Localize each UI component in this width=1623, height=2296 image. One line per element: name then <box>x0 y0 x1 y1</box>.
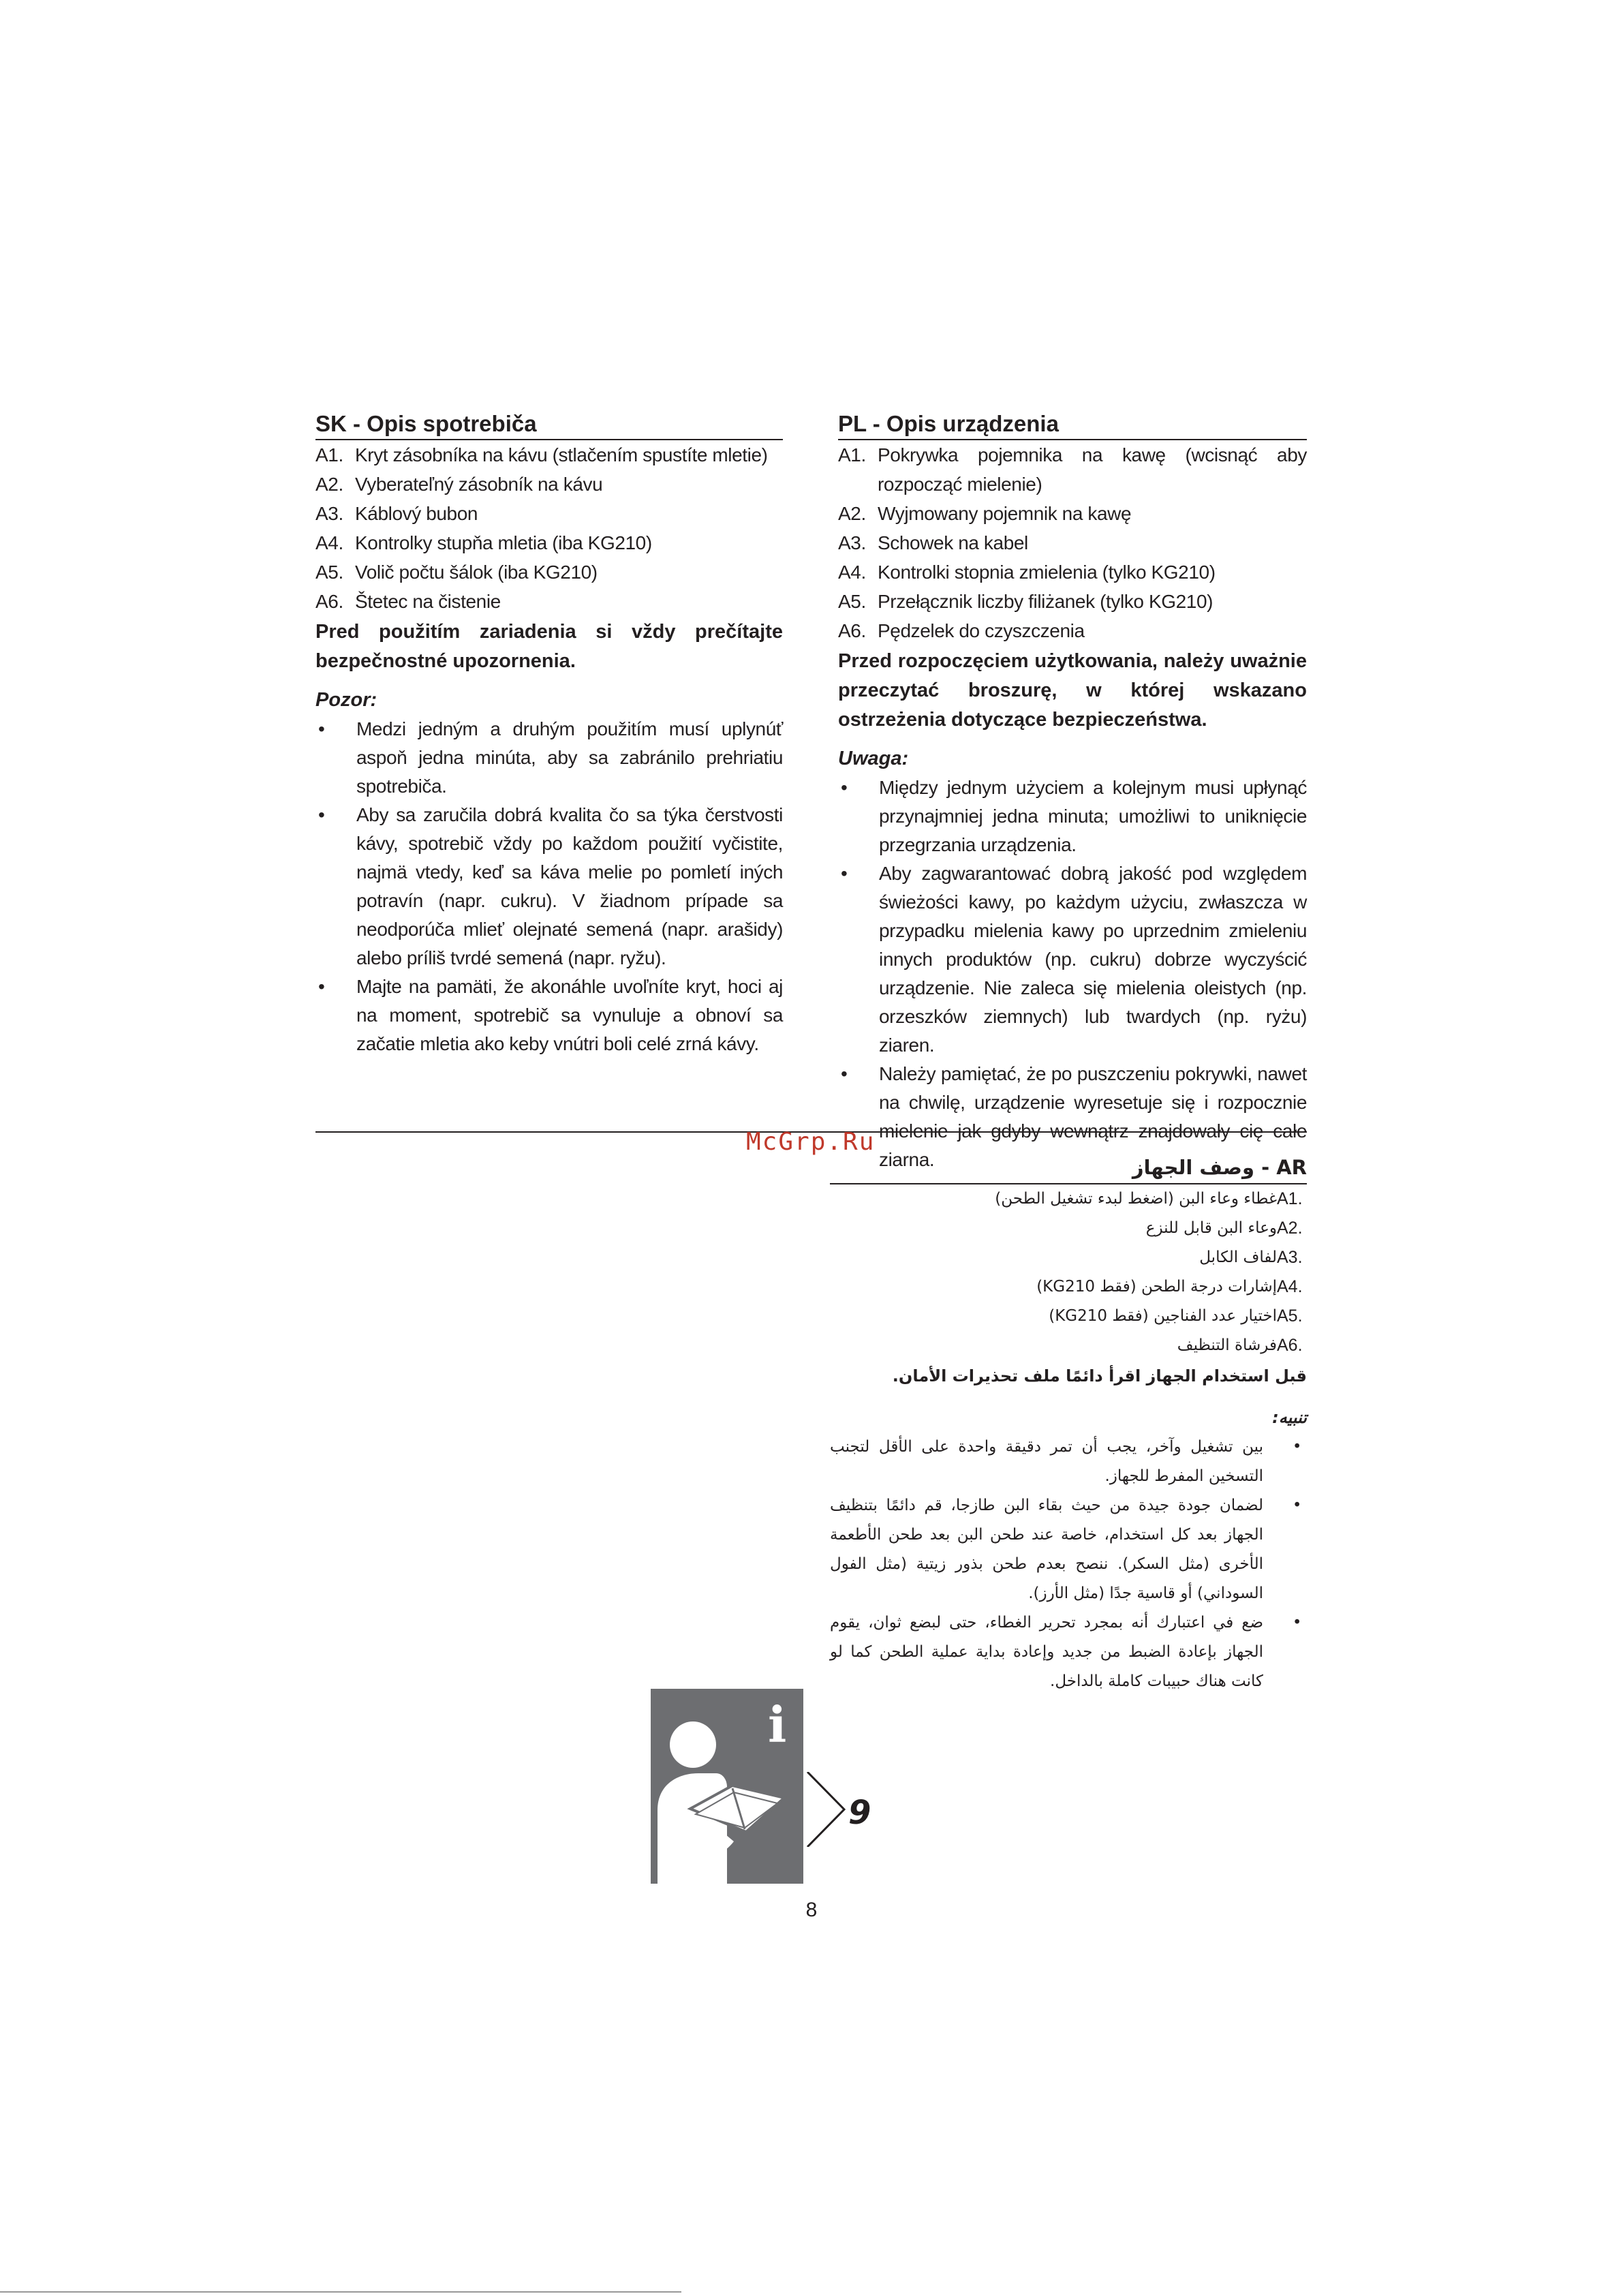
list-item <box>315 528 783 557</box>
item-number: A3. <box>838 532 866 553</box>
sk-safety-warning: Pred použitím zariadenia si vždy prečítajte bezpečnostné upozornenia. <box>315 621 783 672</box>
list-item <box>315 557 783 587</box>
list-item <box>830 1331 1307 1360</box>
list-item <box>830 1214 1307 1243</box>
list-item <box>830 1272 1307 1302</box>
item-text: Káblový bubon <box>355 503 478 524</box>
bullet-icon: • <box>318 976 325 997</box>
list-item <box>838 587 1307 616</box>
list-item <box>838 774 1307 859</box>
sk-notes-list <box>315 715 783 1058</box>
list-item <box>830 1243 1307 1272</box>
item-number: A5. <box>315 562 343 583</box>
list-item <box>830 1184 1307 1214</box>
bullet-icon: • <box>318 718 325 739</box>
bullet-icon: • <box>841 1063 848 1084</box>
info-letter: i <box>768 1696 787 1754</box>
reading-person-icon <box>651 1689 803 1884</box>
item-text: Štetec na čistenie <box>355 591 501 612</box>
ar-heading: AR - وصف الجهاز <box>830 1152 1307 1184</box>
note-text: Majte na pamäti, že akonáhle uvoľníte kryt, hoci aj na moment, spotrebič sa vynuluje a obnoví sa začatie mletia ako keby vnútri boli celé zrná kávy. <box>356 976 783 1054</box>
list-item <box>315 973 783 1058</box>
item-text: فرشاة التنظيف <box>1177 1336 1277 1354</box>
bullet-icon: • <box>318 804 325 825</box>
bullet-icon: • <box>1292 1438 1301 1456</box>
bottom-rule <box>0 2291 681 2293</box>
sk-note-title: Pozor: <box>315 689 377 711</box>
item-text: Kontrolky stupňa mletia (iba KG210) <box>355 532 652 553</box>
item-text: Volič počtu šálok (iba KG210) <box>355 562 598 583</box>
item-number: A2. <box>315 474 343 495</box>
ar-parts-list <box>830 1184 1307 1360</box>
list-item <box>315 499 783 528</box>
list-item <box>838 859 1307 1060</box>
list-item <box>838 557 1307 587</box>
item-text: غطاء وعاء البن (اضغط لبدء تشغيل الطحن) <box>995 1190 1277 1208</box>
note-text: Należy pamiętać, że po puszczeniu pokrywki, nawet na chwilę, urządzenie wyresetuje się i rozpocznie mielenie jak gdyby wewnątrz znajdowały cię całe ziarna. <box>879 1063 1307 1170</box>
pl-notes-list <box>838 774 1307 1174</box>
pl-section <box>838 409 1307 1174</box>
item-number: A3. <box>1277 1248 1303 1267</box>
note-text: ضع في اعتبارك أنه بمجرد تحرير الغطاء، حتى لبضع ثوان، يقوم الجهاز بإعادة الضبط من جديد وإعادة بداية عملية الطحن كما لو كانت هناك حبيبات كاملة بالداخل. <box>830 1614 1263 1690</box>
list-item <box>838 616 1307 645</box>
item-number: A2. <box>838 503 866 524</box>
item-number: A4. <box>1277 1277 1303 1296</box>
pl-parts-list <box>838 440 1307 645</box>
pl-note-title: Uwaga: <box>838 748 909 769</box>
item-text: اختيار عدد الفناجين (فقط KG210) <box>1049 1307 1277 1325</box>
sk-section <box>315 409 783 1058</box>
bullet-icon: • <box>1292 1497 1301 1514</box>
item-text: Vyberateľný zásobník na kávu <box>355 474 603 495</box>
item-text: لفاف الكابل <box>1199 1249 1277 1266</box>
list-item <box>830 1433 1307 1491</box>
note-text: Medzi jedným a druhým použitím musí uplynúť aspoň jedna minúta, aby sa zabránilo prehriatiu spotrebiča. <box>356 718 783 797</box>
sk-parts-list <box>315 440 783 616</box>
sk-heading: SK - Opis spotrebiča <box>315 409 783 440</box>
item-number: A6. <box>315 591 343 612</box>
ar-notes-list <box>830 1433 1307 1696</box>
list-item <box>315 587 783 616</box>
manual-info-icon <box>651 1689 803 1884</box>
item-number: A1. <box>838 444 866 465</box>
item-number: A2. <box>1277 1219 1303 1238</box>
item-text: Schowek na kabel <box>878 532 1028 553</box>
item-number: A6. <box>838 620 866 641</box>
item-text: Pędzelek do czyszczenia <box>878 620 1085 641</box>
watermark: McGrp.Ru <box>746 1128 876 1156</box>
item-text: وعاء البن قابل للنزع <box>1145 1219 1277 1237</box>
item-number: A4. <box>838 562 866 583</box>
item-number: A5. <box>1277 1306 1303 1326</box>
item-text: Pokrywka pojemnika na kawę (wcisnąć aby rozpocząć mielenie) <box>878 444 1307 495</box>
item-text: إشارات درجة الطحن (فقط KG210) <box>1036 1278 1277 1296</box>
note-text: Aby sa zaručila dobrá kvalita čo sa týka čerstvosti kávy, spotrebič vždy po každom použití vyčistite, najmä vtedy, keď sa káva melie po pomletí iných potravín (napr. cukru). V žiadnom prípade sa neodporúča mlieť olejnaté semená (napr. arašidy) alebo príliš tvrdé semená (napr. ryžu). <box>356 804 783 968</box>
note-text: لضمان جودة جيدة من حيث بقاء البن طازجا، قم دائمًا بتنظيف الجهاز بعد كل استخدام، خاصة عند طحن البن بعد طحن الأطعمة الأخرى (مثل السكر). ننصح بعدم طحن بذور زيتية (مثل الفول السوداني) أو قاسية جدًا (مثل الأرز). <box>830 1497 1263 1602</box>
page-number: 8 <box>805 1899 818 1921</box>
ar-safety-warning: قبل استخدام الجهاز اقرأ دائمًا ملف تحذيرات الأمان. <box>892 1366 1307 1386</box>
bullet-icon: • <box>841 777 848 798</box>
list-item <box>315 470 783 499</box>
note-text: بين تشغيل وآخر، يجب أن تمر دقيقة واحدة على الأقل لتجنب التسخين المفرط للجهاز. <box>830 1438 1263 1485</box>
item-number: A6. <box>1277 1336 1303 1355</box>
ar-note-title: تنبيه: <box>1272 1408 1307 1427</box>
item-number: A1. <box>315 444 343 465</box>
list-item <box>315 715 783 801</box>
list-item <box>830 1608 1307 1696</box>
item-text: Przełącznik liczby filiżanek (tylko KG210) <box>878 591 1214 612</box>
list-item <box>315 801 783 973</box>
item-number: A4. <box>315 532 343 553</box>
item-number: A1. <box>1277 1189 1303 1208</box>
note-text: Aby zagwarantować dobrą jakość pod względem świeżości kawy, po każdym użyciu, zwłaszcza w przypadku mielenia kawy po uprzednim zmieleniu innych produktów (np. cukru) dobrze wyczyścić urządzenie. Nie zaleca się mielenia oleistych (np. orzeszków ziemnych) lub twardych (np. ryżu) ziaren. <box>879 863 1307 1056</box>
bullet-icon: • <box>841 863 848 884</box>
item-text: Kontrolki stopnia zmielenia (tylko KG210) <box>878 562 1216 583</box>
item-number: A3. <box>315 503 343 524</box>
pl-heading: PL - Opis urządzenia <box>838 409 1307 440</box>
list-item <box>315 440 783 470</box>
ar-section <box>830 1152 1307 1696</box>
bullet-icon: • <box>1292 1614 1301 1632</box>
item-text: Wyjmowany pojemnik na kawę <box>878 503 1132 524</box>
item-text: Kryt zásobníka na kávu (stlačením spustíte mletie) <box>355 444 768 465</box>
list-item <box>830 1302 1307 1331</box>
page-reference-arrow <box>806 1772 881 1847</box>
pl-safety-warning: Przed rozpoczęciem użytkowania, należy uważnie przeczytać broszurę, w której wskazano ostrzeżenia dotyczące bezpieczeństwa. <box>838 650 1307 731</box>
reference-page-number: 9 <box>848 1794 871 1832</box>
list-item <box>838 499 1307 528</box>
item-number: A5. <box>838 591 866 612</box>
chevron-right-icon <box>807 1772 844 1847</box>
list-item <box>838 440 1307 499</box>
list-item <box>838 528 1307 557</box>
note-text: Między jednym użyciem a kolejnym musi upłynąć przynajmniej jedna minuta; umożliwi to uniknięcie przegrzania urządzenia. <box>879 777 1307 855</box>
list-item <box>830 1491 1307 1608</box>
